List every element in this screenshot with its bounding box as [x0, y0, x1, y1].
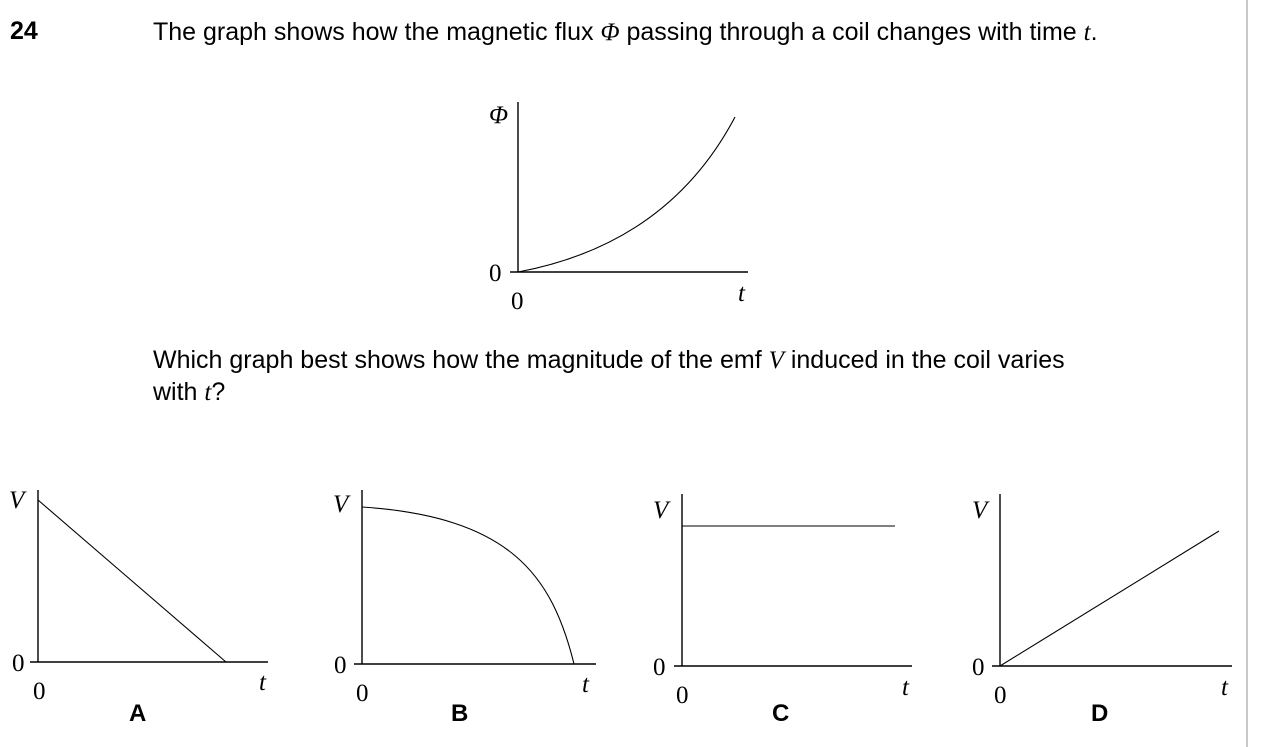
flux-graph-x-origin: 0	[511, 288, 524, 315]
flux-graph-y-label: Φ	[489, 102, 509, 129]
emf-symbol: V	[768, 347, 784, 374]
option-b-x-origin: 0	[356, 680, 369, 707]
flux-symbol: Φ	[600, 19, 620, 46]
stem-text-2: passing through a coil changes with time	[619, 18, 1084, 46]
option-b-letter: B	[451, 700, 469, 727]
prompt-text-4: ?	[211, 378, 226, 406]
flux-graph-curve	[518, 117, 735, 272]
option-c-y-origin: 0	[653, 654, 666, 681]
flux-graph-y-origin: 0	[489, 260, 502, 287]
option-b-curve	[362, 507, 574, 664]
stem-text-3: .	[1090, 18, 1098, 46]
prompt-time-symbol: t	[204, 379, 212, 406]
option-d-y-origin: 0	[972, 654, 985, 681]
flux-graph-x-label: t	[738, 280, 745, 307]
option-d-y-label: V	[972, 497, 988, 524]
time-symbol: t	[1083, 19, 1091, 46]
option-b-y-origin: 0	[334, 652, 347, 679]
option-c-letter: C	[772, 700, 790, 727]
option-c-x-label: t	[902, 674, 909, 701]
prompt-text-1: Which graph best shows how the magnitude of the emf	[153, 346, 769, 374]
option-c-y-label: V	[653, 497, 669, 524]
stem-text-1: The graph shows how the magnetic flux	[153, 18, 601, 46]
option-d-letter: D	[1091, 700, 1109, 727]
option-a-y-label: V	[9, 487, 25, 514]
option-a-x-origin: 0	[33, 678, 46, 705]
option-c-x-origin: 0	[676, 682, 689, 709]
option-b-x-label: t	[582, 671, 589, 698]
option-a-letter: A	[129, 700, 147, 727]
option-a-y-origin: 0	[12, 650, 25, 677]
option-b-y-label: V	[333, 491, 349, 518]
option-d-x-label: t	[1221, 674, 1228, 701]
option-d-x-origin: 0	[994, 682, 1007, 709]
option-d-curve	[1000, 531, 1219, 666]
prompt-text-3: with	[153, 378, 205, 406]
option-a-x-label: t	[259, 669, 266, 696]
option-a-curve	[38, 500, 226, 662]
question-number: 24	[10, 17, 38, 45]
prompt-text-2: induced in the coil varies	[783, 346, 1065, 374]
